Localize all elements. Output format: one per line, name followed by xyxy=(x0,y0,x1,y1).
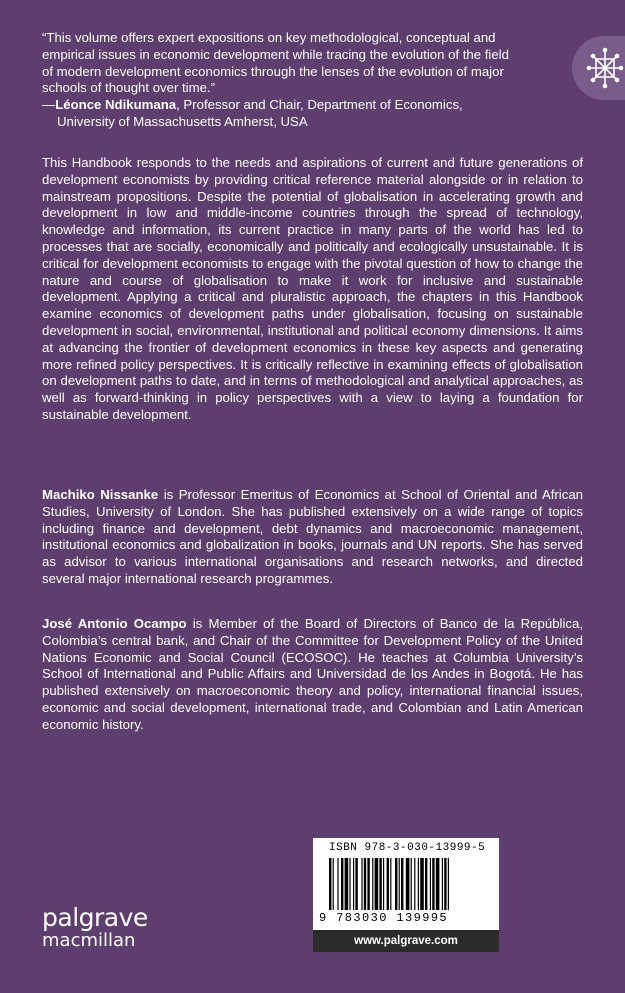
palgrave-macmillan-logo xyxy=(42,905,148,952)
editor-bio-text: is Member of the Board of Directors of Banco de la República, Colombia’s central bank, and Chair of the Committee for Development Policy of the United Nations Economic and Social Council (ECOSOC). He teaches at Columbia University’s School of International and Public Affairs and Universidad de los Andes in Bogotá. He has published extensively on macroeconomic theory and policy, international financial issues, economic and social development, international trade, and Colombian and Latin American economic history. xyxy=(42,616,583,732)
barcode-bar xyxy=(379,858,381,910)
barcode-bar xyxy=(432,858,434,910)
barcode-bar xyxy=(414,858,415,910)
barcode-bar xyxy=(442,858,443,910)
barcode-bar xyxy=(349,858,350,910)
logo-line-palgrave: palgrave xyxy=(42,903,148,932)
barcode-bar xyxy=(390,858,391,910)
publisher-url: www.palgrave.com xyxy=(313,930,499,952)
barcode-bar xyxy=(436,858,440,910)
editor-bio-text: is Professor Emeritus of Economics at School of Oriental and African Studies, University of London. She has published extensively on a wide range of topics including finance and development, debt dynamics and macroeconomic management, institutional economics and globalization in books, journals and UN reports. She has served as advisor to various international organisations and research networks, and directed several major international research programmes. xyxy=(42,487,583,586)
barcode-digits: 9 783030 139995 xyxy=(319,911,449,925)
barcode-bar xyxy=(430,858,431,910)
barcode-bar xyxy=(401,858,403,910)
quote-attribution xyxy=(42,97,512,131)
barcode-bar xyxy=(425,858,427,910)
barcode-bar xyxy=(367,858,369,910)
editor-bio-nissanke xyxy=(42,487,583,588)
quote-text: “This volume offers expert expositions on key methodological, conceptual and empirical issues in economic development while tracing the evolution of the field of modern development economics through the lenses of the evolution of major schools of thought over time.” xyxy=(42,30,509,96)
springer-emblem-icon xyxy=(572,36,625,100)
isbn-label: ISBN 978-3-030-13999-5 xyxy=(329,842,486,854)
quote-author-title: , Professor and Chair, Department of Economics, xyxy=(176,97,463,113)
logo-line-macmillan: macmillan xyxy=(42,930,136,951)
barcode-bar xyxy=(361,858,362,910)
quote-dash: — xyxy=(42,97,56,113)
quote-author-name: Léonce Ndikumana xyxy=(55,97,177,113)
quote-author-institution: University of Massachusetts Amherst, USA xyxy=(57,113,308,129)
barcode-bar xyxy=(420,858,424,910)
barcode-bar xyxy=(372,858,373,910)
barcode-bar xyxy=(341,858,343,910)
barcode-bar xyxy=(333,858,334,910)
editor-bio-ocampo xyxy=(42,616,583,734)
barcode-bar xyxy=(364,858,366,910)
barcode-bar xyxy=(383,858,384,910)
isbn-barcode xyxy=(313,838,499,952)
editor-name: José Antonio Ocampo xyxy=(42,616,187,631)
editor-name: Machiko Nissanke xyxy=(42,487,159,502)
barcode-bar xyxy=(448,858,449,910)
barcode-bar xyxy=(399,858,400,910)
barcode-bar xyxy=(418,858,419,910)
barcode-bar xyxy=(353,858,354,910)
barcode-bars xyxy=(329,858,484,914)
barcode-bar xyxy=(406,858,410,910)
barcode-bar xyxy=(329,858,331,910)
barcode-bar xyxy=(345,858,349,910)
barcode-bar xyxy=(355,858,357,910)
barcode-bar xyxy=(375,858,379,910)
endorsement-quote xyxy=(42,30,512,131)
book-description: This Handbook responds to the needs and aspirations of current and future generations of development economists by providing critical reference material alongside or in relation to mainstream propositions. Despite the potential of globalisation in accelerating growth and development in low and middle-income countries through the spread of technology, knowledge and information, its current practice in many parts of the world has led to processes that are socially, economically and politically and ecologically unsustainable. It is critical for development economists to engage with the pivotal question of how to change the nature and course of globalisation to make it work for inclusive and sustainable development. Applying a critical and pluralistic approach, the chapters in this Handbook examine economics of development paths under globalisation, focusing on sustainable development in social, environmental, institutional and political economy dimensions. It aims at advancing the frontier of development economics in these key aspects and generating more refined policy perspectives. It is critically reflective in examining effects of globalisation on development paths to date, and in terms of methodological and analytical approaches, as well as forward-thinking in policy perspectives with a view to laying a foundation for sustainable development. xyxy=(42,155,583,422)
barcode-bar xyxy=(387,858,389,910)
barcode-bar xyxy=(395,858,397,910)
barcode-bar xyxy=(411,858,412,910)
barcode-bar xyxy=(337,858,338,910)
barcode-bar xyxy=(444,858,446,910)
